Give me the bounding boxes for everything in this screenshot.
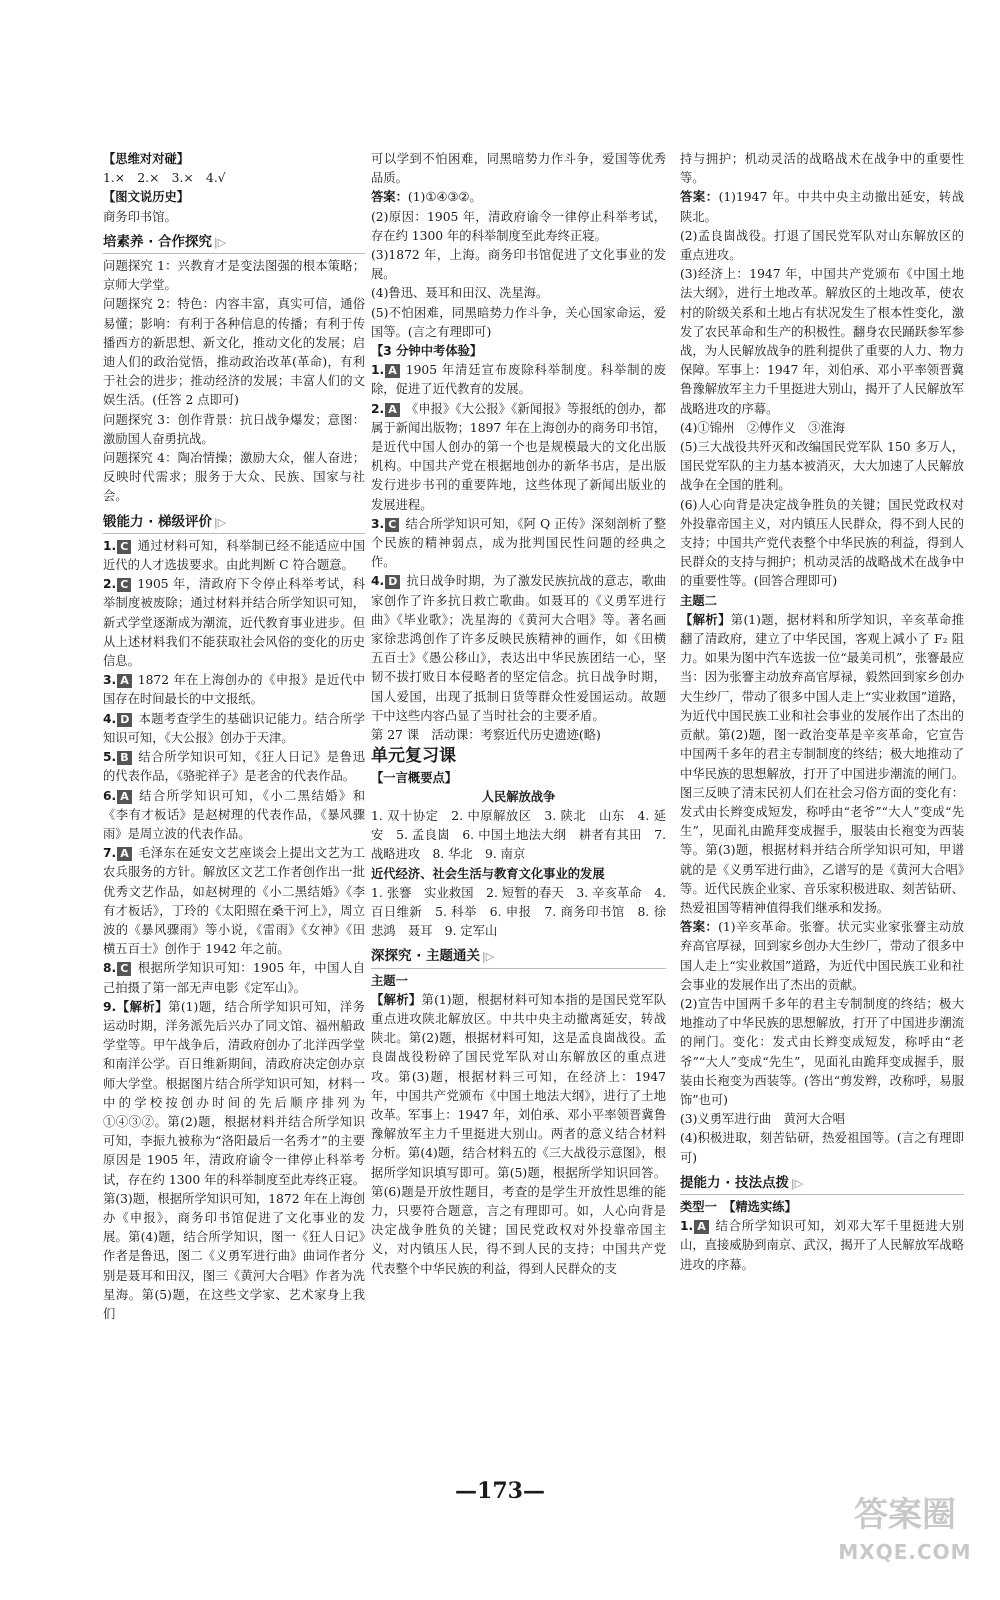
section-cultivate: 培素养 · 合作探究 |▷ [103, 233, 365, 254]
item-number: 2. [371, 401, 385, 416]
answer-1: 答案：(1)①④③②。 [371, 190, 482, 205]
exam-list [371, 361, 666, 726]
choice-item [103, 537, 365, 575]
answer-badge: A [117, 674, 132, 688]
thinking-answers: 1.× 2.× 3.× 4.√ [103, 171, 226, 186]
choice-item [103, 787, 365, 845]
answer-badge: A [117, 847, 132, 861]
answer-badge: A [385, 403, 400, 417]
page-number: —173— [455, 1478, 545, 1504]
inquiry-1: 问题探究 1：兴教育才是变法图强的根本策略；京师大学堂。 [103, 259, 365, 293]
theme-2-answer-2: (2)宣告中国两千多年的君主专制制度的终结；极大地推动了中华民族的思想解放，打开了中国进步潮流的闸门。变化：发式由长辫变成短发，称呼由“老爷”“大人”变成“先生”，见面礼由跪拜变成握手，服装由长袍变为西装等。(答出“剪发辫，改称呼，易服饰”也可) [680, 996, 964, 1107]
item-explanation: 抗日战争时期，为了激发民族抗战的意志，歌曲家创作了许多抗日救亡歌曲。如聂耳的《义勇军进行曲》《毕业歌》；冼星海的《黄河大合唱》等。著名画家徐悲鸿创作了许多反映民族精神的画作，如《田横五百士》《愚公移山》，表达出中华民族团结一心，坚韧不拔打败日本侵略者的坚定信念。抗日战争时期，国人爱国，出现了抵制日货等群众性爱国运动。故题干中这些内容凸显了当时社会的主要矛盾。 [371, 574, 666, 723]
theme-2-analysis: 【解析】第(1)题，据材料和所学知识，辛亥革命推翻了清政府，建立了中华民国，客观上减小了 F₂ 阻力。如果为图中汽车选拔一位“最美司机”，张謇最应当：因为张謇主动放弃高官厚禄，毅然回到家乡创办大生纱厂，带动了很多中国人走上“实业救国”道路，为近代中国民族工业和社会事业的发展作出了杰出的贡献。第(2)题，图一政治变革是辛亥革命，它宣告中国两千多年的君主专制制度的终结；极大地推动了中华民族的思想解放，打开了中国进步潮流的闸门。图三反映了清末民初人们在社会习俗方面的变化有：发式由长辫变成短发，称呼由“老爷”“大人”变成“先生”，见面礼由跪拜变成握手，服装由长袍变为西装等。第(3)题，根据材料并结合所学知识可知，甲谱就的是《义勇军进行曲》，乙谱写的是《黄河大合唱》等。近代民族企业家、音乐家积极进取、刻苦钻研、热爱祖国等精神值得我们继承和发扬。 [680, 612, 964, 915]
choice-item [371, 572, 666, 726]
choice-item [371, 515, 666, 573]
item-explanation: 通过材料可知，科举制已经不能适应中国近代的人才选拔要求。由此判断 C 符合题意。 [103, 538, 365, 573]
item-number: 1. [371, 363, 385, 378]
item-number: 7. [103, 846, 117, 861]
section-deep-explore: 深探究 · 主题通关 |▷ [371, 947, 666, 968]
keywords-war: 1. 双十协定 2. 中原解放区 3. 陕北 山东 4. 延安 5. 孟良崮 6. 中国土地法大纲 耕者有其田 7. 战略进攻 8. 华北 9. 南京 [371, 808, 666, 862]
item-number: 4. [103, 711, 117, 726]
answer-badge: C [385, 518, 399, 532]
item-explanation: 1872 年在上海创办的《申报》是近代中国存在时间最长的中文报纸。 [103, 673, 365, 707]
choice-item [103, 671, 365, 709]
left-column [103, 150, 365, 1324]
picture-answer: 商务印书馆。 [103, 209, 177, 224]
question-9: 9.【解析】第(1)题，结合所学知识可知，洋务运动时期，洋务派先后兴办了同文馆、福州船政学堂等。甲午战争后，清政府创办了北洋西学堂和南洋公学。百日维新期间，清政府决定创办京师大学堂。根据图片结合所学知识可知，材料一中的学校按创办时间的先后顺序排列为①④③②。第(2)题，根据材料并结合所学知识可知，李振九被称为“洛阳最后一名秀才”的主要原因是 1905 年，清政府谕令一律停止科举考试，存在约 1300 年的科举制度至此寿终正寝。第(3)题，根据所学知识可知，1872 年在上海创办《申报》，商务印书馆促进了文化事业的发展。第(4)题，结合所学知识，图一《狂人日记》作者是鲁迅，图二《义勇军进行曲》曲词作者分别是聂耳和田汉，图三《黄河大合唱》作者为冼星海。第(5)题，在这些文学家、艺术家身上我们 [103, 999, 365, 1321]
item-number: 5. [103, 750, 117, 765]
item-explanation: 结合所学知识可知，《狂人日记》是鲁迅的代表作品，《骆驼祥子》是老舍的代表作品。 [103, 750, 365, 784]
item-number: 3. [103, 673, 117, 688]
subheading-development: 近代经济、社会生活与教育文化事业的发展 [371, 866, 605, 881]
heading-summary: 【一言概要点】 [371, 770, 458, 785]
inquiry-3: 问题探究 3：创作背景：抗日战争爆发；意图：激励国人奋勇抗战。 [103, 412, 365, 446]
item-explanation: 结合所学知识可知，《阿 Q 正传》深刻剖析了整个民族的精神弱点，成为批判国民性问题的经典之作。 [371, 516, 666, 570]
heading-picture: 【图文说历史】 [103, 190, 190, 205]
middle-column [371, 150, 666, 1279]
choice-item [103, 748, 365, 786]
section-ability: 锻能力 · 梯级评价 |▷ [103, 513, 365, 534]
answer-badge: A [385, 364, 400, 378]
answer-badge: C [117, 962, 131, 976]
heading-exam: 【3 分钟中考体验】 [371, 344, 483, 359]
theme-1-answer-2: (2)孟良崮战役。打退了国民党军队对山东解放区的重点进攻。 [680, 228, 964, 263]
theme-2-answer-1: 答案：(1)辛亥革命。张謇。状元实业家张謇主动放弃高官厚禄，回到家乡创办大生纱厂，带动了很多中国人走上“实业救国”道路，为近代中国民族工业和社会事业的发展作出了杰出的贡献。 [680, 920, 964, 992]
type-1-item: 1. A 结合所学知识可知，刘邓大军千里挺进大别山，直接威胁到南京、武汉，揭开了人民解放军战略进攻的序幕。 [680, 1219, 964, 1272]
lesson-27: 第 27 课 活动课：考察近代历史遗迹(略) [371, 728, 601, 743]
type-1-heading: 类型一 【精选实练】 [680, 1199, 797, 1214]
choice-item [103, 959, 365, 997]
watermark-logo [820, 1490, 990, 1590]
unit-review-title: 单元复习课 [371, 746, 456, 767]
inquiry-4: 问题探究 4：陶冶情操；激励大众，催人奋进；反映时代需求；服务于大众、民族、国家与社会。 [103, 451, 365, 504]
watermark-site: MXQE.COM [838, 1540, 972, 1564]
answer-5: (5)不怕困难，同黑暗势力作斗争，关心国家命运，爱国等。(言之有理即可) [371, 305, 666, 339]
answer-badge: D [117, 713, 132, 727]
keywords-development: 1. 张謇 实业救国 2. 短暂的春天 3. 辛亥革命 4. 百日维新 5. 科举 6. 申报 7. 商务印书馆 8. 徐悲鸿 聂耳 9. 定军山 [371, 885, 666, 939]
item-number: 2. [103, 577, 117, 592]
item-explanation: 1905 年清廷宣布废除科举制度。科举制的废除，促进了近代教育的发展。 [371, 363, 666, 397]
theme-2-answer-3: (3)义勇军进行曲 黄河大合唱 [680, 1112, 845, 1127]
theme-1-answer-5: (5)三大战役共歼灭和改编国民党军队 150 多万人，国民党军队的主力基本被消灭，大大加速了人民解放战争在全国的胜利。 [680, 440, 964, 493]
section-skills: 提能力 · 技法点拨 |▷ [680, 1174, 964, 1195]
answer-3: (3)1872 年，上海。商务印书馆促进了文化事业的发展。 [371, 248, 666, 282]
choice-item [103, 575, 365, 671]
item-explanation: 毛泽东在延安文艺座谈会上提出文艺为工农兵服务的方针。解放区文艺工作者创作出一批优秀文艺作品，如赵树理的《小二黑结婚》《李有才板话》，丁玲的《太阳照在桑干河上》，周立波的《暴风骤雨》等小说，《雷雨》《女神》《田横五百士》创作于 1942 年之前。 [103, 846, 365, 957]
answer-badge: C [117, 578, 131, 592]
item-explanation: 本题考查学生的基础识记能力。结合所学知识可知，《大公报》创办于天津。 [103, 711, 365, 745]
item-number: 6. [103, 788, 117, 803]
inquiry-2: 问题探究 2：特色：内容丰富，真实可信，通俗易懂；影响：有利于各种信息的传播；有利于传播西方的新思想、新文化，推动文化的发展；启迪人们的政治觉悟，推动政治改革(革命)，有利于社会的进步；推动经济的发展；丰富人们的文娱生活。(任答 2 点即可) [103, 297, 365, 408]
choice-item [371, 400, 666, 515]
item-explanation: 1905 年，清政府下令停止科举考试，科举制度被废除；通过材料并结合所学知识可知，新式学堂逐渐成为潮流，近代教育事业进步。但从上述材料我们不能获取社会风俗的变化的历史信息。 [103, 577, 365, 669]
choice-item [103, 844, 365, 959]
choice-list [103, 537, 365, 998]
answer-badge: D [385, 575, 400, 589]
item-number: 1. [103, 538, 117, 553]
heading-thinking: 【思维对对碰】 [103, 152, 190, 166]
continuation-text: 可以学到不怕困难，同黑暗势力作斗争，爱国等优秀品质。 [371, 152, 666, 186]
choice-item [103, 710, 365, 748]
theme-1-answer-6: (6)人心向背是决定战争胜负的关键；国民党政权对外投靠帝国主义，对内镇压人民群众，得不到人民的支持；中国共产党代表整个中华民族的利益，得到人民群众的支持与拥护；机动灵活的战略战术在战争中的重要性等。(回答合理即可) [680, 497, 964, 589]
subheading-war: 人民解放战争 [481, 789, 556, 804]
theme-1-answer-1: 答案：(1)1947 年。中共中央主动撤出延安，转战陕北。 [680, 190, 964, 224]
answer-badge: C [117, 540, 131, 554]
theme-2-answer-4: (4)积极进取，刻苦钻研，热爱祖国等。(言之有理即可) [680, 1131, 964, 1165]
answer-badge: B [117, 751, 131, 765]
choice-item [371, 361, 666, 399]
theme-1-title: 主题一 [371, 973, 408, 988]
item-number: 4. [371, 574, 385, 589]
right-column [680, 150, 964, 1275]
item-number: 8. [103, 961, 117, 976]
item-explanation: 结合所学知识可知，《小二黑结婚》和《李有才板话》是赵树理的代表作品，《暴风骤雨》是周立波的代表作品。 [103, 788, 365, 841]
item-explanation: 根据所学知识可知：1905 年，中国人自己拍摄了第一部无声电影《定军山》。 [103, 961, 365, 995]
item-explanation: 《申报》《大公报》《新闻报》等报纸的创办，都属于新闻出版物；1897 年在上海创办的商务印书馆，是近代中国人创办的第一个也是规模最大的文化出版机构。中国共产党在根据地创办的新华书店，是出版发行进步书刊的重要阵地，这些体现了新闻出版业的发展进程。 [371, 401, 666, 512]
continuation-text-2: 持与拥护；机动灵活的战略战术在战争中的重要性等。 [680, 152, 964, 186]
theme-1-answer-3: (3)经济上：1947 年，中国共产党颁布《中国土地法大纲》，进行土地改革。解放区的土地改革，使农村的阶级关系和土地占有状况发生了根本性变化，激发了农民革命和生产的积极性。翻身农民踊跃参军参战，为人民解放战争的胜利提供了重要的人力、物力保障。军事上：1947 年，刘伯承、邓小平率领晋冀鲁豫解放军主力千里挺进大别山，揭开了人民解放军战略进攻的序幕。 [680, 267, 964, 416]
theme-1-analysis: 【解析】第(1)题，根据材料可知本指的是国民党军队重点进攻陕北解放区。中共中央主动撤离延安，转战陕北。第(2)题，根据材料可知，这是孟良崮战役。孟良崮战役粉碎了国民党军队对山东解放区的重点进攻。第(3)题，根据材料三可知，在经济上：1947 年，中国共产党颁布《中国土地法大纲》，进行了土地改革。军事上：1947 年，刘伯承、邓小平率领晋冀鲁豫解放军主力千里挺进大别山。两者的意义结合材料分析。第(4)题，结合材料五的《三大战役示意图》，根据所学知识填写即可。第(5)题，根据所学知识回答。第(6)题是开放性题目，考查的是学生开放性思维的能力，只要符合题意，言之有理即可。如，人心向背是决定战争胜负的关键；国民党政权对外投靠帝国主义，对内镇压人民，得不到人民的支持；中国共产党代表整个中华民族的利益，得到人民群众的支 [371, 992, 666, 1276]
answer-2: (2)原因：1905 年，清政府谕令一律停止科举考试，存在约 1300 年的科举制度至此寿终正寝。 [371, 209, 666, 243]
answer-badge: A [694, 1220, 709, 1234]
item-number: 3. [371, 516, 385, 531]
answer-4: (4)鲁迅、聂耳和田汉、冼星海。 [371, 286, 549, 301]
watermark-logo-text: 答案圈 [854, 1495, 956, 1535]
theme-2-title: 主题二 [680, 593, 717, 608]
theme-1-answer-4: (4)①锦州 ②傅作义 ③淮海 [680, 420, 845, 435]
answer-badge: A [117, 790, 132, 804]
